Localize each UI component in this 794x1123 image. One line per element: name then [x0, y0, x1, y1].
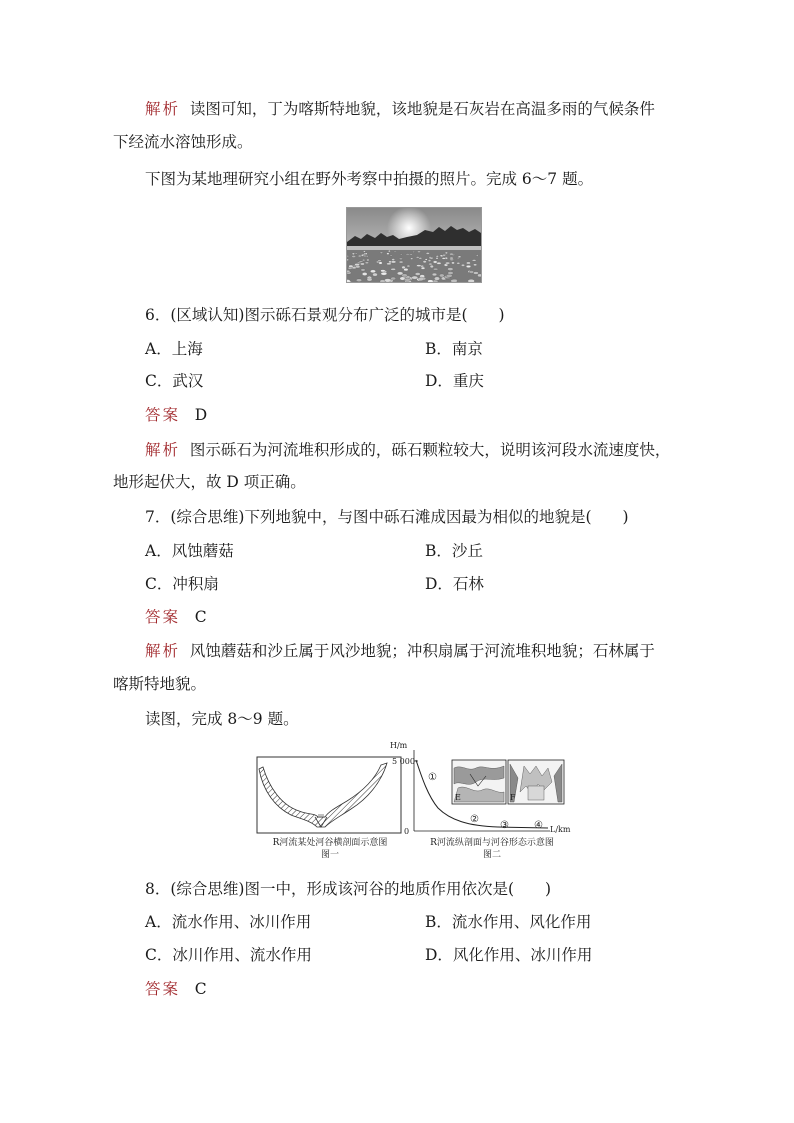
gravel-stone: [410, 254, 413, 255]
gravel-stone: [430, 265, 434, 268]
gravel-stone: [426, 252, 429, 254]
gravel-stone: [425, 259, 427, 261]
gravel-stone: [450, 253, 454, 254]
gravel-stone: [448, 272, 454, 275]
gravel-stone: [397, 272, 403, 275]
q6-option-b[interactable]: B．南京: [425, 340, 483, 358]
gravel-stone: [391, 277, 396, 280]
gravel-stone: [473, 272, 478, 275]
q8-option-a[interactable]: A．流水作用、冰川作用: [145, 913, 312, 931]
gravel-stone: [466, 265, 471, 267]
figure2-y-axis-label: H/m: [390, 741, 408, 750]
q6-analysis-line2: 地形起伏大，故 D 项正确。: [113, 473, 306, 491]
q6-option-a[interactable]: A．上海: [145, 340, 203, 358]
gravel-stone: [347, 259, 349, 261]
q7-answer-line: [145, 606, 717, 628]
figure2-inset-f-label: F: [510, 793, 516, 802]
gravel-stone: [442, 258, 446, 260]
gravel-stone: [428, 260, 431, 262]
gravel-stone: [429, 263, 433, 265]
q6-answer-line: [145, 404, 717, 426]
gravel-stone: [436, 255, 439, 257]
q7-option-b[interactable]: B．沙丘: [425, 542, 483, 560]
gravel-stone: [418, 277, 424, 281]
q7-option-d[interactable]: D．石林: [425, 575, 484, 593]
q6-answer-label: 答案: [145, 406, 181, 424]
gravel-stone: [399, 258, 402, 260]
gravel-stone: [429, 257, 431, 259]
q7-analysis-line2: 喀斯特地貌。: [113, 675, 207, 693]
figure2-y-top-label: 5 000: [392, 757, 415, 766]
q8-option-d[interactable]: D．风化作用、冰川作用: [425, 946, 593, 964]
analysis-5-text1: 读图可知，丁为喀斯特地貌，该地貌是石灰岩在高温多雨的气候条件: [189, 100, 655, 118]
gravel-stone: [363, 251, 365, 252]
gravel-stone: [445, 252, 448, 254]
figure2-inset-f: [508, 760, 564, 804]
gravel-stone: [388, 250, 390, 252]
figure2-marker-4: ④: [534, 820, 543, 831]
gravel-stone: [391, 268, 396, 270]
gravel-stone: [458, 256, 461, 258]
gravel-stone: [355, 253, 357, 254]
gravel-stone: [416, 257, 419, 258]
gravel-stone: [367, 259, 370, 261]
analysis-5-line1: [145, 98, 717, 120]
gravel-stone: [373, 273, 378, 276]
q7-analysis-label: 解析: [145, 642, 181, 660]
gravel-stone: [415, 273, 420, 276]
gravel-stone: [417, 265, 422, 267]
gravel-stone: [347, 256, 349, 257]
figure2-origin-label: 0: [404, 827, 410, 836]
q7-analysis-text1: 风蚀蘑菇和沙丘属于风沙地貌；冲积扇属于河流堆积地貌；石林属于: [189, 642, 655, 660]
gravel-stone: [433, 261, 437, 263]
gravel-stone: [384, 279, 391, 282]
gravel-stone: [448, 268, 454, 271]
figure1-label: 图一: [320, 850, 339, 860]
gravel-photo: [346, 207, 482, 283]
figure2-caption: R河流纵剖面与河谷形态示意图: [430, 838, 554, 848]
gravel-stone: [461, 264, 464, 266]
gravel-stone: [432, 273, 437, 276]
q7-stem: 7．(综合思维)下列地貌中，与图中砾石滩成因最为相似的地貌是( ): [145, 508, 629, 526]
q8-answer-line: [145, 978, 717, 1000]
gravel-stone: [445, 262, 449, 264]
q8-answer-label: 答案: [145, 980, 181, 998]
q6-stem: 6．(区域认知)图示砾石景观分布广泛的城市是( ): [145, 306, 505, 324]
gravel-stone: [387, 253, 390, 255]
gravel-stone: [378, 260, 382, 262]
gravel-stone: [469, 271, 473, 274]
gravel-stone: [417, 251, 420, 253]
gravel-stone: [450, 257, 454, 259]
gravel-stone: [387, 263, 392, 265]
gravel-stone: [437, 262, 441, 264]
gravel-stone: [400, 254, 402, 255]
figure2-marker-2: ②: [470, 814, 479, 825]
figure2-profile: [378, 738, 578, 840]
gravel-stone: [362, 259, 365, 261]
gravel-stone: [380, 252, 383, 253]
gravel-photo-image: [347, 208, 481, 282]
q7-answer: C: [194, 608, 207, 626]
figure2-marker-3: ③: [500, 820, 509, 831]
gravel-stone: [399, 261, 403, 263]
gravel-stone: [473, 264, 476, 266]
gravel-stone: [472, 260, 476, 262]
gravel-stone: [478, 274, 482, 277]
gravel-stone: [358, 255, 361, 257]
gravel-stone: [404, 278, 411, 281]
gravel-stone: [390, 255, 392, 256]
figure2-inset-e-label: E: [455, 793, 461, 802]
q6-option-c[interactable]: C．武汉: [145, 372, 204, 390]
gravel-stone: [433, 268, 438, 270]
gravel-stone: [468, 279, 475, 282]
q8-answer: C: [194, 980, 207, 998]
analysis-5-label: 解析: [145, 100, 181, 118]
figure2-inset-e: [452, 760, 506, 804]
gravel-stone: [391, 261, 396, 263]
gravel-stone: [349, 265, 353, 268]
q6-analysis-label: 解析: [145, 441, 181, 459]
figure2-label: 图二: [482, 850, 501, 860]
gravel-stone: [360, 263, 364, 265]
gravel-stone: [451, 279, 458, 282]
q7-option-c[interactable]: C．冲积扇: [145, 575, 219, 593]
gravel-stone: [457, 262, 460, 264]
q7-analysis-line1: [145, 640, 717, 662]
q6-analysis-text1: 图示砾石为河流堆积形成的，砾石颗粒较大，说明该河段水流速度快，: [189, 441, 671, 459]
gravel-stone: [356, 279, 362, 282]
gravel-stone: [439, 274, 444, 277]
figure2-x-axis-label: L/km: [550, 825, 571, 834]
gravel-stone: [379, 262, 383, 265]
q8-stem: 8．(综合思维)图一中，形成该河谷的地质作用依次是( ): [145, 880, 552, 898]
intro-6-7: 下图为某地理研究小组在野外考察中拍摄的照片。完成 6～7 题。: [145, 170, 594, 188]
gravel-stone: [442, 254, 445, 256]
gravel-stone: [370, 270, 375, 273]
q6-option-d[interactable]: D．重庆: [425, 372, 484, 390]
gravel-stone: [392, 259, 395, 261]
gravel-stone: [466, 262, 470, 265]
gravel-stone: [411, 258, 413, 260]
gravel-stone: [412, 276, 418, 279]
q6-analysis-line1: [145, 439, 717, 461]
gravel-stone: [412, 251, 414, 252]
gravel-stone: [446, 274, 452, 277]
gravel-stone: [361, 269, 365, 272]
gravel-stone: [380, 280, 385, 282]
q7-option-a[interactable]: A．风蚀蘑菇: [145, 542, 234, 560]
gravel-stone: [367, 278, 372, 281]
gravel-stone: [421, 267, 425, 269]
gravel-stone: [434, 277, 439, 281]
gravel-stone: [381, 270, 386, 272]
gravel-stone: [381, 272, 387, 275]
gravel-stone: [419, 258, 422, 259]
gravel-stone: [402, 266, 406, 269]
gravel-stone: [347, 270, 350, 272]
q8-option-c[interactable]: C．冰川作用、流水作用: [145, 946, 312, 964]
intro-8-9: 读图，完成 8～9 题。: [145, 710, 299, 728]
figure1-caption: R河流某处河谷横剖面示意图: [272, 838, 388, 848]
q6-answer: D: [194, 406, 208, 424]
gravel-stone: [365, 262, 369, 264]
gravel-stone: [436, 257, 439, 259]
gravel-stone: [407, 265, 410, 268]
gravel-stone: [363, 255, 367, 257]
gravel-stone: [406, 254, 409, 255]
gravel-stone: [352, 253, 355, 255]
gravel-stone: [476, 255, 478, 257]
gravel-stone: [394, 251, 397, 252]
gravel-stone: [352, 255, 356, 257]
analysis-5-line2: 下经流水溶蚀形成。: [113, 133, 253, 151]
gravel-stone: [359, 261, 363, 263]
figure2-marker-1: ①: [428, 772, 437, 783]
gravel-stone: [451, 262, 454, 264]
gravel-stone: [428, 280, 434, 282]
q8-option-b[interactable]: B．流水作用、风化作用: [425, 913, 592, 931]
gravel-stone: [423, 261, 426, 263]
gravel-stone: [362, 272, 367, 275]
q7-answer-label: 答案: [145, 608, 181, 626]
